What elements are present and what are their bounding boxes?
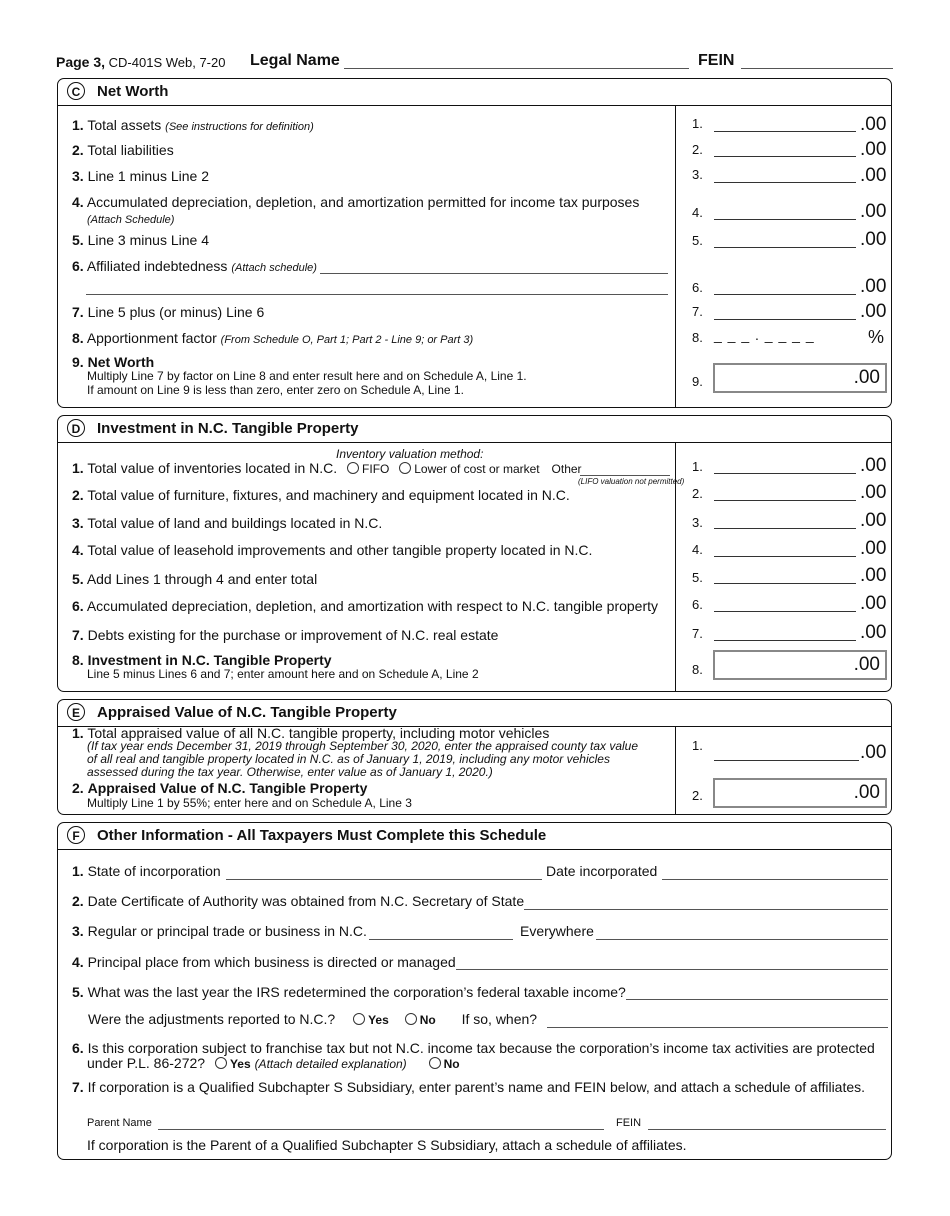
section-d-investment [57, 415, 892, 692]
amount-field-d3[interactable] [714, 528, 856, 529]
form-id: CD-401S Web, 7-20 [108, 55, 226, 70]
cents: .00 [853, 367, 880, 388]
date-incorporated-field[interactable] [662, 879, 888, 880]
business-everywhere-field[interactable] [596, 939, 888, 940]
line-f3: 3. Regular or principal trade or business in N.C. [72, 923, 367, 939]
cents: .00 [860, 455, 887, 476]
line-c8: 8. Apportionment factor (From Schedule O, Part 1; Part 2 - Line 9; or Part 3) [72, 330, 474, 346]
section-letter: D [67, 419, 85, 437]
parent-fein-field[interactable] [648, 1129, 886, 1130]
amt-label: 8. [692, 662, 703, 677]
amount-field-d4[interactable] [714, 556, 856, 557]
section-title: Net Worth [97, 83, 169, 100]
line-c4: 4. Accumulated depreciation, depletion, and amortization permitted for income tax purposes (Attach Schedule) [72, 194, 640, 226]
amt-label: 4. [692, 542, 703, 557]
amt-label: 7. [692, 304, 703, 319]
other-method-field[interactable] [580, 475, 670, 476]
amount-field-d1[interactable] [714, 473, 856, 474]
parent-note: If corporation is the Parent of a Qualified Subchapter S Subsidiary, attach a schedule of affiliates. [87, 1137, 687, 1153]
no-radio[interactable] [405, 1013, 417, 1025]
amt-label: 3. [692, 167, 703, 182]
section-c-net-worth [57, 78, 892, 408]
when-field[interactable] [547, 1027, 888, 1028]
cents: .00 [860, 622, 887, 643]
amount-field-c5[interactable] [714, 247, 856, 248]
line-f2: 2. Date Certificate of Authority was obtained from N.C. Secretary of State [72, 893, 525, 909]
apportionment-factor-field[interactable]: _ _ _ . _ _ _ _ [714, 327, 815, 343]
line-c5: 5. Line 3 minus Line 4 [72, 232, 209, 248]
amount-field-d5[interactable] [714, 583, 856, 584]
affiliated-indebtedness-field-2[interactable] [86, 294, 668, 295]
line-d8: 8. Investment in N.C. Tangible Property Line 5 minus Lines 6 and 7; enter amount here and on Schedule A, Line 2 [72, 652, 479, 681]
cents: .00 [860, 482, 887, 503]
page-label: Page 3, CD-401S Web, 7-20 [56, 54, 226, 70]
cents: .00 [860, 165, 887, 186]
section-header [58, 823, 891, 850]
line-c6: 6. Affiliated indebtedness (Attach schedule) [72, 258, 317, 274]
parent-name-field[interactable] [158, 1129, 604, 1130]
amount-field-e1[interactable] [714, 760, 859, 761]
line-c7: 7. Line 5 plus (or minus) Line 6 [72, 304, 265, 320]
line-f1: 1. State of incorporation [72, 863, 221, 879]
business-nc-field[interactable] [369, 939, 513, 940]
section-f-other-information [57, 822, 892, 1160]
amt-label: 6. [692, 280, 703, 295]
amount-field-d6[interactable] [714, 611, 856, 612]
amt-label: 2. [692, 788, 703, 803]
appraised-total-box[interactable] [713, 778, 887, 808]
column-divider [675, 727, 676, 814]
amount-field-c3[interactable] [714, 182, 856, 183]
net-worth-total-box[interactable] [713, 363, 887, 393]
amount-field-c1[interactable] [714, 131, 856, 132]
line-c2: 2. Total liabilities [72, 142, 174, 158]
amount-field-c4[interactable] [714, 219, 856, 220]
adjustments-question: Were the adjustments reported to N.C.? Yes No If so, when? [88, 1011, 538, 1027]
pl-yes-radio[interactable] [215, 1057, 227, 1069]
amt-label: 2. [692, 142, 703, 157]
cents: .00 [860, 538, 887, 559]
lifo-note: (LIFO valuation not permitted) [578, 477, 685, 486]
fifo-radio[interactable] [347, 462, 359, 474]
line-d4: 4. Total value of leasehold improvements and other tangible property located in N.C. [72, 542, 593, 558]
amt-label: 7. [692, 626, 703, 641]
line-d2: 2. Total value of furniture, fixtures, and machinery and equipment located in N.C. [72, 487, 570, 503]
line-f6: 6. Is this corporation subject to franchise tax but not N.C. income tax because the corporation’s income tax activities are protected under P.L. 86-272? Yes (Attach detailed explanation) No [72, 1040, 875, 1071]
cents: .00 [860, 114, 887, 135]
section-header [58, 416, 891, 443]
line-d6: 6. Accumulated depreciation, depletion, and amortization with respect to N.C. tangible property [72, 598, 659, 614]
section-title: Other Information - All Taxpayers Must Complete this Schedule [97, 827, 547, 844]
amount-field-c6[interactable] [714, 294, 856, 295]
line-c3: 3. Line 1 minus Line 2 [72, 168, 209, 184]
cents: .00 [853, 782, 880, 803]
amt-label: 1. [692, 738, 703, 753]
section-letter: F [67, 826, 85, 844]
cents: .00 [860, 201, 887, 222]
legal-name-label: Legal Name [250, 52, 340, 69]
line-f7: 7. If corporation is a Qualified Subchapter S Subsidiary, enter parent’s name and FEIN below, and attach a schedule of affiliates. [72, 1079, 866, 1095]
amt-label: 2. [692, 486, 703, 501]
inventory-method-label: Inventory valuation method: [336, 447, 484, 461]
amount-field-d2[interactable] [714, 500, 856, 501]
line-f5: 5. What was the last year the IRS redetermined the corporation’s federal taxable income? [72, 984, 626, 1000]
amt-label: 5. [692, 570, 703, 585]
section-e-appraised-value [57, 699, 892, 815]
line-c9: 9. Net Worth Multiply Line 7 by factor on Line 8 and enter result here and on Schedule A, Line 1. If amount on Line 9 is less than zero, enter zero on Schedule A, Line 1. [72, 354, 527, 397]
date-incorporated-label: Date incorporated [546, 863, 658, 879]
amt-label: 6. [692, 597, 703, 612]
lower-cost-radio[interactable] [399, 462, 411, 474]
affiliated-indebtedness-field[interactable] [320, 273, 668, 274]
parent-fein-label: FEIN [616, 1117, 642, 1129]
irs-year-field[interactable] [626, 999, 888, 1000]
amt-label: 5. [692, 233, 703, 248]
yes-radio[interactable] [353, 1013, 365, 1025]
section-letter: C [67, 82, 85, 100]
section-header [58, 79, 891, 106]
principal-place-field[interactable] [456, 969, 888, 970]
cents: .00 [860, 742, 887, 763]
amount-field-c7[interactable] [714, 319, 856, 320]
amt-label: 1. [692, 116, 703, 131]
line-d3: 3. Total value of land and buildings located in N.C. [72, 515, 383, 531]
column-divider [675, 106, 676, 407]
amt-label: 4. [692, 205, 703, 220]
amt-label: 1. [692, 459, 703, 474]
cents: .00 [860, 276, 887, 297]
cents: .00 [860, 593, 887, 614]
section-header [58, 700, 891, 727]
pl-no-radio[interactable] [429, 1057, 441, 1069]
amount-field-c2[interactable] [714, 156, 856, 157]
cents: .00 [860, 229, 887, 250]
fein-label: FEIN [698, 52, 735, 69]
section-letter: E [67, 703, 85, 721]
section-title: Appraised Value of N.C. Tangible Property [97, 704, 397, 721]
cents: .00 [860, 565, 887, 586]
fein-field[interactable] [741, 68, 893, 69]
everywhere-label: Everywhere [520, 923, 594, 939]
cents: .00 [860, 139, 887, 160]
investment-total-box[interactable] [713, 650, 887, 680]
section-title: Investment in N.C. Tangible Property [97, 420, 359, 437]
amt-label: 3. [692, 515, 703, 530]
line-e2: 2. Appraised Value of N.C. Tangible Property Multiply Line 1 by 55%; enter here and on Schedule A, Line 3 [72, 780, 412, 810]
legal-name-field[interactable] [344, 68, 689, 69]
amt-label: 9. [692, 374, 703, 389]
certificate-date-field[interactable] [524, 909, 888, 910]
line-d7: 7. Debts existing for the purchase or improvement of N.C. real estate [72, 627, 499, 643]
amt-label: 8. [692, 330, 703, 345]
cents: .00 [853, 654, 880, 675]
cents: .00 [860, 301, 887, 322]
state-of-incorporation-field[interactable] [226, 879, 542, 880]
line-d5: 5. Add Lines 1 through 4 and enter total [72, 571, 318, 587]
line-f4: 4. Principal place from which business is directed or managed [72, 954, 456, 970]
amount-field-d7[interactable] [714, 640, 856, 641]
percent-sign: % [868, 327, 885, 347]
line-c1: 1. Total assets (See instructions for definition) [72, 117, 314, 133]
cents: .00 [860, 510, 887, 531]
line-d1: 1. Total value of inventories located in N.C. FIFO Lower of cost or market Other [72, 460, 582, 476]
line-e1: 1. Total appraised value of all N.C. tangible property, including motor vehicles (If tax year ends December 31, 2019 through September 30, 2020, enter the appraised county tax value of all real and tangible property located in N.C. as of January 1, 2019, including any motor vehicles assessed during the tax year. Otherwise, enter value as of January 1, 2020.) [72, 725, 639, 779]
parent-name-label: Parent Name [87, 1117, 152, 1129]
